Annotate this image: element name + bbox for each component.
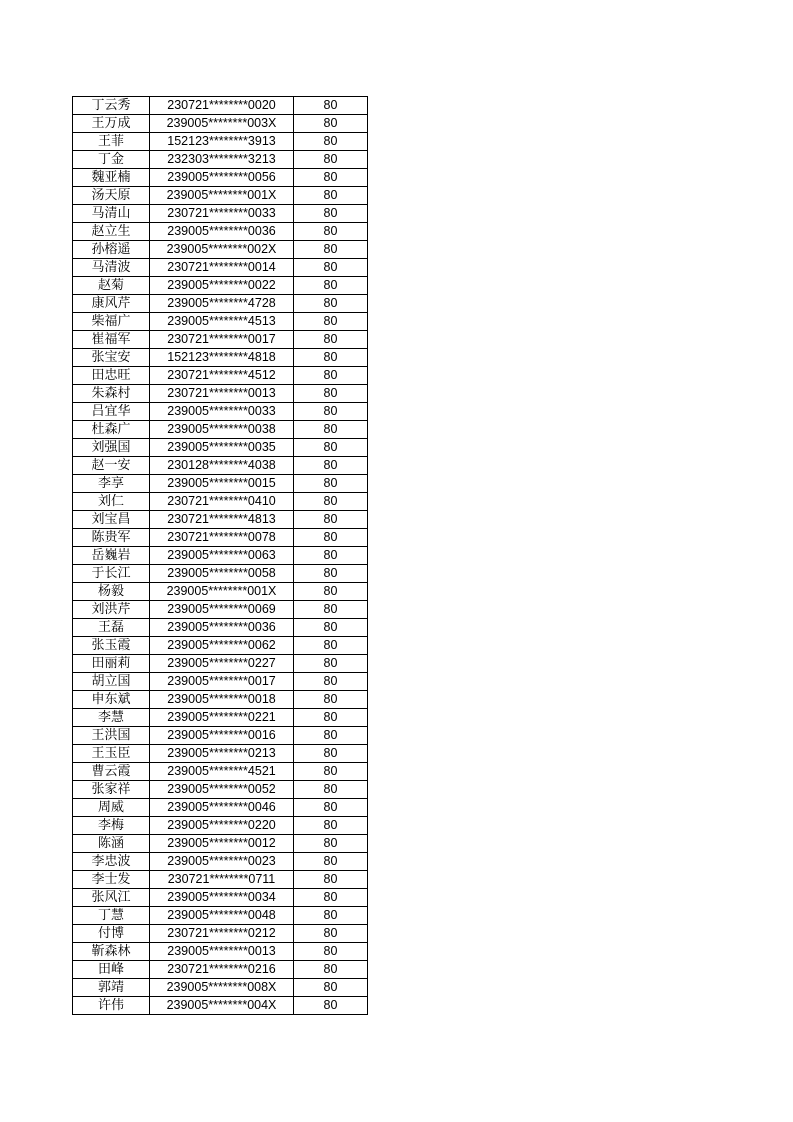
name-cell: 李梅 — [73, 817, 150, 835]
table-row — [73, 979, 368, 997]
table-row — [73, 457, 368, 475]
score-cell: 80 — [294, 799, 368, 817]
table-row — [73, 223, 368, 241]
name-cell: 许伟 — [73, 997, 150, 1015]
score-cell: 80 — [294, 529, 368, 547]
name-cell: 张宝安 — [73, 349, 150, 367]
id-number-cell: 239005********0048 — [150, 907, 294, 925]
name-cell: 魏亚楠 — [73, 169, 150, 187]
table-row — [73, 529, 368, 547]
id-number-cell: 239005********0056 — [150, 169, 294, 187]
name-cell: 田峰 — [73, 961, 150, 979]
id-number-cell: 239005********0213 — [150, 745, 294, 763]
table-row — [73, 151, 368, 169]
id-number-cell: 239005********0016 — [150, 727, 294, 745]
id-number-cell: 230721********4512 — [150, 367, 294, 385]
table-row — [73, 115, 368, 133]
score-cell: 80 — [294, 475, 368, 493]
id-number-cell: 239005********0018 — [150, 691, 294, 709]
table-row — [73, 943, 368, 961]
name-cell: 曹云霞 — [73, 763, 150, 781]
id-number-cell: 239005********0023 — [150, 853, 294, 871]
name-cell: 赵立生 — [73, 223, 150, 241]
score-table-body — [73, 97, 368, 1015]
score-cell: 80 — [294, 511, 368, 529]
id-number-cell: 230721********0013 — [150, 385, 294, 403]
name-cell: 于长江 — [73, 565, 150, 583]
id-number-cell: 230721********0017 — [150, 331, 294, 349]
score-cell: 80 — [294, 241, 368, 259]
score-cell: 80 — [294, 601, 368, 619]
name-cell: 胡立国 — [73, 673, 150, 691]
name-cell: 张玉霞 — [73, 637, 150, 655]
table-row — [73, 439, 368, 457]
name-cell: 付博 — [73, 925, 150, 943]
name-cell: 王菲 — [73, 133, 150, 151]
score-cell: 80 — [294, 691, 368, 709]
score-cell: 80 — [294, 943, 368, 961]
table-row — [73, 565, 368, 583]
name-cell: 陈涵 — [73, 835, 150, 853]
score-cell: 80 — [294, 997, 368, 1015]
id-number-cell: 230721********0212 — [150, 925, 294, 943]
score-cell: 80 — [294, 907, 368, 925]
name-cell: 王磊 — [73, 619, 150, 637]
score-cell: 80 — [294, 655, 368, 673]
table-row — [73, 187, 368, 205]
name-cell: 崔福军 — [73, 331, 150, 349]
id-number-cell: 239005********0221 — [150, 709, 294, 727]
table-row — [73, 817, 368, 835]
score-cell: 80 — [294, 403, 368, 421]
id-number-cell: 239005********0227 — [150, 655, 294, 673]
id-number-cell: 239005********0220 — [150, 817, 294, 835]
table-row — [73, 493, 368, 511]
id-number-cell: 239005********002X — [150, 241, 294, 259]
score-cell: 80 — [294, 187, 368, 205]
name-cell: 李慧 — [73, 709, 150, 727]
id-number-cell: 230721********0711 — [150, 871, 294, 889]
name-cell: 柴福广 — [73, 313, 150, 331]
name-cell: 刘宝昌 — [73, 511, 150, 529]
score-cell: 80 — [294, 961, 368, 979]
id-number-cell: 239005********001X — [150, 187, 294, 205]
name-cell: 丁金 — [73, 151, 150, 169]
table-row — [73, 709, 368, 727]
score-cell: 80 — [294, 259, 368, 277]
table-row — [73, 367, 368, 385]
score-cell: 80 — [294, 385, 368, 403]
id-number-cell: 152123********4818 — [150, 349, 294, 367]
id-number-cell: 239005********008X — [150, 979, 294, 997]
id-number-cell: 239005********0012 — [150, 835, 294, 853]
name-cell: 杜森广 — [73, 421, 150, 439]
score-cell: 80 — [294, 835, 368, 853]
score-cell: 80 — [294, 151, 368, 169]
name-cell: 田丽莉 — [73, 655, 150, 673]
id-number-cell: 239005********4513 — [150, 313, 294, 331]
name-cell: 李忠波 — [73, 853, 150, 871]
table-row — [73, 637, 368, 655]
name-cell: 王万成 — [73, 115, 150, 133]
name-cell: 张风江 — [73, 889, 150, 907]
table-row — [73, 763, 368, 781]
score-cell: 80 — [294, 565, 368, 583]
score-cell: 80 — [294, 619, 368, 637]
score-cell: 80 — [294, 169, 368, 187]
name-cell: 丁慧 — [73, 907, 150, 925]
table-row — [73, 583, 368, 601]
table-row — [73, 133, 368, 151]
table-row — [73, 871, 368, 889]
name-cell: 王玉臣 — [73, 745, 150, 763]
table-row — [73, 511, 368, 529]
id-number-cell: 230721********0014 — [150, 259, 294, 277]
score-cell: 80 — [294, 421, 368, 439]
id-number-cell: 239005********0046 — [150, 799, 294, 817]
id-number-cell: 239005********0022 — [150, 277, 294, 295]
table-row — [73, 313, 368, 331]
table-row — [73, 547, 368, 565]
score-cell: 80 — [294, 727, 368, 745]
id-number-cell: 239005********0069 — [150, 601, 294, 619]
table-row — [73, 727, 368, 745]
score-cell: 80 — [294, 115, 368, 133]
id-number-cell: 152123********3913 — [150, 133, 294, 151]
score-cell: 80 — [294, 763, 368, 781]
score-cell: 80 — [294, 331, 368, 349]
id-number-cell: 239005********4728 — [150, 295, 294, 313]
name-cell: 马清山 — [73, 205, 150, 223]
id-number-cell: 239005********0052 — [150, 781, 294, 799]
name-cell: 杨毅 — [73, 583, 150, 601]
name-cell: 张家祥 — [73, 781, 150, 799]
name-cell: 康风芹 — [73, 295, 150, 313]
table-row — [73, 619, 368, 637]
table-row — [73, 655, 368, 673]
table-row — [73, 835, 368, 853]
id-number-cell: 239005********0035 — [150, 439, 294, 457]
score-cell: 80 — [294, 637, 368, 655]
name-cell: 李士发 — [73, 871, 150, 889]
score-cell: 80 — [294, 817, 368, 835]
id-number-cell: 239005********0013 — [150, 943, 294, 961]
table-row — [73, 475, 368, 493]
score-cell: 80 — [294, 871, 368, 889]
table-row — [73, 331, 368, 349]
score-cell: 80 — [294, 367, 368, 385]
name-cell: 赵菊 — [73, 277, 150, 295]
id-number-cell: 239005********0038 — [150, 421, 294, 439]
table-row — [73, 889, 368, 907]
table-row — [73, 385, 368, 403]
id-number-cell: 239005********0036 — [150, 619, 294, 637]
score-cell: 80 — [294, 709, 368, 727]
score-cell: 80 — [294, 223, 368, 241]
score-cell: 80 — [294, 97, 368, 115]
table-row — [73, 601, 368, 619]
table-row — [73, 745, 368, 763]
table-row — [73, 673, 368, 691]
table-row — [73, 259, 368, 277]
id-number-cell: 239005********0017 — [150, 673, 294, 691]
name-cell: 汤天原 — [73, 187, 150, 205]
name-cell: 刘洪芹 — [73, 601, 150, 619]
score-cell: 80 — [294, 457, 368, 475]
score-cell: 80 — [294, 133, 368, 151]
table-row — [73, 349, 368, 367]
table-row — [73, 961, 368, 979]
id-number-cell: 239005********0058 — [150, 565, 294, 583]
name-cell: 周威 — [73, 799, 150, 817]
score-cell: 80 — [294, 925, 368, 943]
score-cell: 80 — [294, 673, 368, 691]
score-cell: 80 — [294, 853, 368, 871]
id-number-cell: 239005********0036 — [150, 223, 294, 241]
id-number-cell: 239005********0034 — [150, 889, 294, 907]
id-number-cell: 230721********0020 — [150, 97, 294, 115]
table-row — [73, 421, 368, 439]
id-number-cell: 232303********3213 — [150, 151, 294, 169]
table-row — [73, 241, 368, 259]
name-cell: 丁云秀 — [73, 97, 150, 115]
score-cell: 80 — [294, 889, 368, 907]
score-cell: 80 — [294, 583, 368, 601]
name-cell: 孙榕遥 — [73, 241, 150, 259]
table-row — [73, 277, 368, 295]
table-row — [73, 799, 368, 817]
score-cell: 80 — [294, 745, 368, 763]
table-row — [73, 907, 368, 925]
name-cell: 赵一安 — [73, 457, 150, 475]
table-row — [73, 997, 368, 1015]
score-cell: 80 — [294, 547, 368, 565]
table-row — [73, 97, 368, 115]
id-number-cell: 239005********0062 — [150, 637, 294, 655]
table-row — [73, 403, 368, 421]
name-cell: 王洪国 — [73, 727, 150, 745]
name-cell: 刘仁 — [73, 493, 150, 511]
id-number-cell: 230721********0410 — [150, 493, 294, 511]
score-cell: 80 — [294, 979, 368, 997]
table-row — [73, 205, 368, 223]
score-cell: 80 — [294, 205, 368, 223]
score-cell: 80 — [294, 277, 368, 295]
score-cell: 80 — [294, 781, 368, 799]
name-cell: 田忠旺 — [73, 367, 150, 385]
id-number-cell: 239005********0033 — [150, 403, 294, 421]
name-cell: 郭靖 — [73, 979, 150, 997]
score-table — [72, 96, 368, 1015]
name-cell: 岳巍岩 — [73, 547, 150, 565]
name-cell: 马清波 — [73, 259, 150, 277]
score-cell: 80 — [294, 349, 368, 367]
id-number-cell: 239005********4521 — [150, 763, 294, 781]
name-cell: 朱森村 — [73, 385, 150, 403]
name-cell: 陈贵军 — [73, 529, 150, 547]
name-cell: 申东斌 — [73, 691, 150, 709]
name-cell: 靳森林 — [73, 943, 150, 961]
table-row — [73, 781, 368, 799]
id-number-cell: 239005********004X — [150, 997, 294, 1015]
id-number-cell: 230721********0216 — [150, 961, 294, 979]
name-cell: 吕宜华 — [73, 403, 150, 421]
score-cell: 80 — [294, 313, 368, 331]
id-number-cell: 230721********0078 — [150, 529, 294, 547]
id-number-cell: 230128********4038 — [150, 457, 294, 475]
table-row — [73, 853, 368, 871]
id-number-cell: 239005********0063 — [150, 547, 294, 565]
score-cell: 80 — [294, 295, 368, 313]
id-number-cell: 230721********0033 — [150, 205, 294, 223]
name-cell: 刘强国 — [73, 439, 150, 457]
table-row — [73, 295, 368, 313]
score-cell: 80 — [294, 439, 368, 457]
id-number-cell: 239005********0015 — [150, 475, 294, 493]
score-cell: 80 — [294, 493, 368, 511]
id-number-cell: 230721********4813 — [150, 511, 294, 529]
id-number-cell: 239005********003X — [150, 115, 294, 133]
table-row — [73, 169, 368, 187]
name-cell: 李享 — [73, 475, 150, 493]
table-row — [73, 925, 368, 943]
id-number-cell: 239005********001X — [150, 583, 294, 601]
table-row — [73, 691, 368, 709]
